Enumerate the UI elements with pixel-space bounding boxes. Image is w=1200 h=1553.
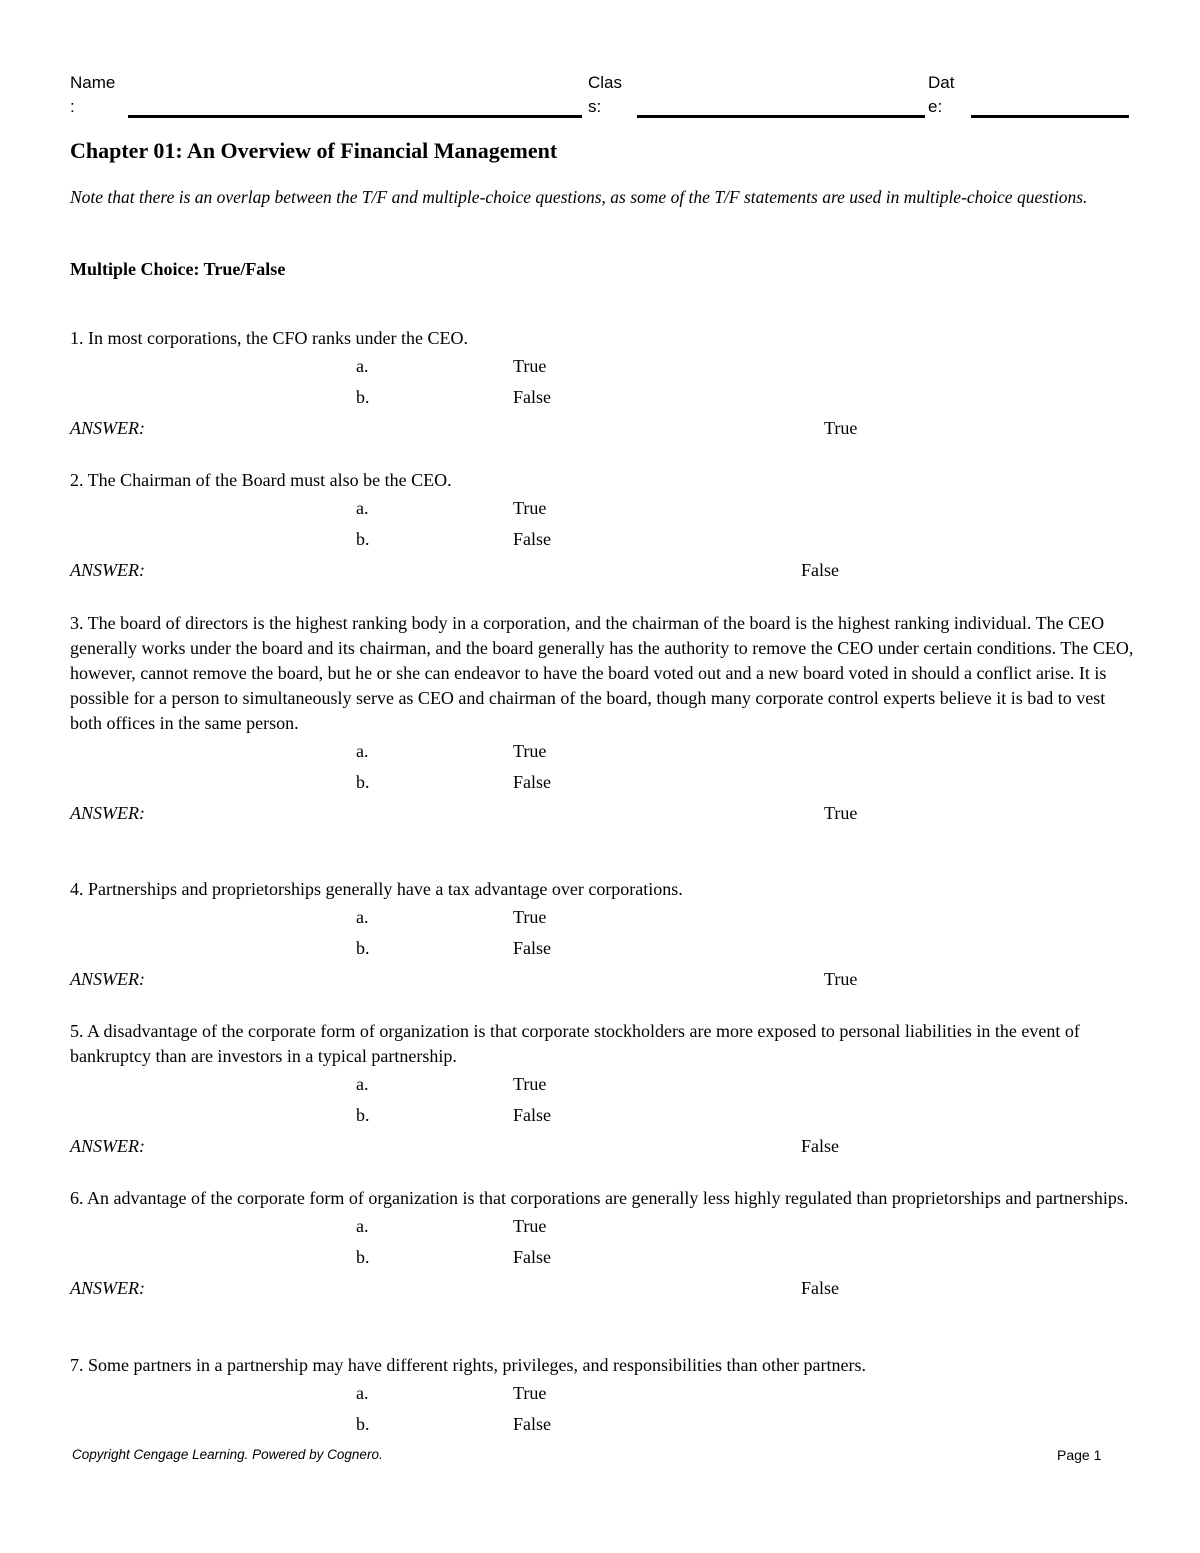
option-b[interactable] [70,767,1135,798]
question-text: 1. In most corporations, the CFO ranks under the CEO. [70,328,468,348]
option-text: True [513,1383,547,1403]
option-letter: a. [356,356,369,376]
answer-row [70,798,1135,828]
option-letter: a. [356,1383,369,1403]
answer-label: ANSWER: [70,560,145,580]
name-colon: : [70,97,75,116]
class-label: Clas [588,73,623,92]
option-a[interactable] [70,493,1135,524]
option-text: False [513,1105,551,1125]
option-b[interactable] [70,1409,1135,1440]
option-letter: a. [356,907,369,927]
option-letter: b. [356,1105,370,1125]
answer-value: False [801,1136,839,1156]
question-1 [70,326,1135,443]
option-a[interactable] [70,1211,1135,1242]
option-text: True [513,1216,547,1236]
date-underline[interactable] [971,115,1129,118]
option-text: False [513,772,551,792]
answer-label: ANSWER: [70,803,145,823]
question-7 [70,1353,1135,1440]
answer-value: True [824,418,858,438]
date-label: Dat [928,73,955,92]
question-6 [70,1186,1135,1303]
answer-label: ANSWER: [70,1136,145,1156]
option-letter: b. [356,1414,370,1434]
question-3 [70,611,1135,828]
answer-row [70,1273,1135,1303]
answer-row [70,555,1135,585]
class-colon: s: [588,97,602,116]
option-b[interactable] [70,1242,1135,1273]
option-b[interactable] [70,1100,1135,1131]
option-a[interactable] [70,736,1135,767]
option-a[interactable] [70,1378,1135,1409]
answer-label: ANSWER: [70,1278,145,1298]
option-text: True [513,741,547,761]
overlap-note: Note that there is an overlap between the T/F and multiple-choice questions, as some of the T/F statements are used in multiple-choice questions. [70,187,1088,207]
question-text: 7. Some partners in a partnership may have different rights, privileges, and responsibilities than other partners. [70,1355,866,1375]
answer-row [70,413,1135,443]
question-2 [70,468,1135,585]
copyright-footer: Copyright Cengage Learning. Powered by Cognero. [72,1447,383,1462]
question-text: 4. Partnerships and proprietorships generally have a tax advantage over corporations. [70,879,683,899]
page-number: Page 1 [1057,1447,1102,1463]
option-b[interactable] [70,933,1135,964]
date-colon: e: [928,97,943,116]
answer-label: ANSWER: [70,418,145,438]
question-text: 6. An advantage of the corporate form of organization is that corporations are generally less highly regulated than proprietorships and partnerships. [70,1188,1129,1208]
option-letter: a. [356,498,369,518]
answer-row [70,964,1135,994]
option-letter: b. [356,772,370,792]
option-text: False [513,387,551,407]
name-label: Name [70,73,116,92]
option-b[interactable] [70,382,1135,413]
chapter-title: Chapter 01: An Overview of Financial Management [70,138,558,163]
option-text: True [513,356,547,376]
question-text: 2. The Chairman of the Board must also be the CEO. [70,470,452,490]
option-text: True [513,1074,547,1094]
option-text: False [513,1414,551,1434]
name-underline[interactable] [128,115,582,118]
option-text: True [513,498,547,518]
option-b[interactable] [70,524,1135,555]
answer-value: False [801,560,839,580]
option-letter: a. [356,1216,369,1236]
option-letter: b. [356,387,370,407]
class-underline[interactable] [637,115,925,118]
answer-row [70,1131,1135,1161]
option-text: False [513,1247,551,1267]
answer-value: True [824,969,858,989]
section-heading: Multiple Choice: True/False [70,259,286,279]
option-letter: b. [356,1247,370,1267]
option-letter: a. [356,741,369,761]
question-text: 5. A disadvantage of the corporate form of organization is that corporate stockholders are more exposed to personal liabilities in the event of bankruptcy than are investors in a typical partnership. [70,1021,1080,1066]
option-letter: a. [356,1074,369,1094]
answer-label: ANSWER: [70,969,145,989]
question-text: 3. The board of directors is the highest ranking body in a corporation, and the chairman of the board is the highest ranking individual. The CEO generally works under the board and its chairman, and the board generally has the authority to remove the CEO under certain conditions. The CEO, however, cannot remove the board, but he or she can endeavor to have the board voted out and a new board voted in should a conflict arise. It is possible for a person to simultaneously serve as CEO and chairman of the board, though many corporate control experts believe it is bad to vest both offices in the same person. [70,613,1134,733]
option-letter: b. [356,529,370,549]
answer-value: False [801,1278,839,1298]
option-text: True [513,907,547,927]
option-a[interactable] [70,1069,1135,1100]
option-letter: b. [356,938,370,958]
option-a[interactable] [70,902,1135,933]
option-a[interactable] [70,351,1135,382]
question-5 [70,1019,1135,1161]
option-text: False [513,529,551,549]
answer-value: True [824,803,858,823]
question-4 [70,877,1135,994]
option-text: False [513,938,551,958]
